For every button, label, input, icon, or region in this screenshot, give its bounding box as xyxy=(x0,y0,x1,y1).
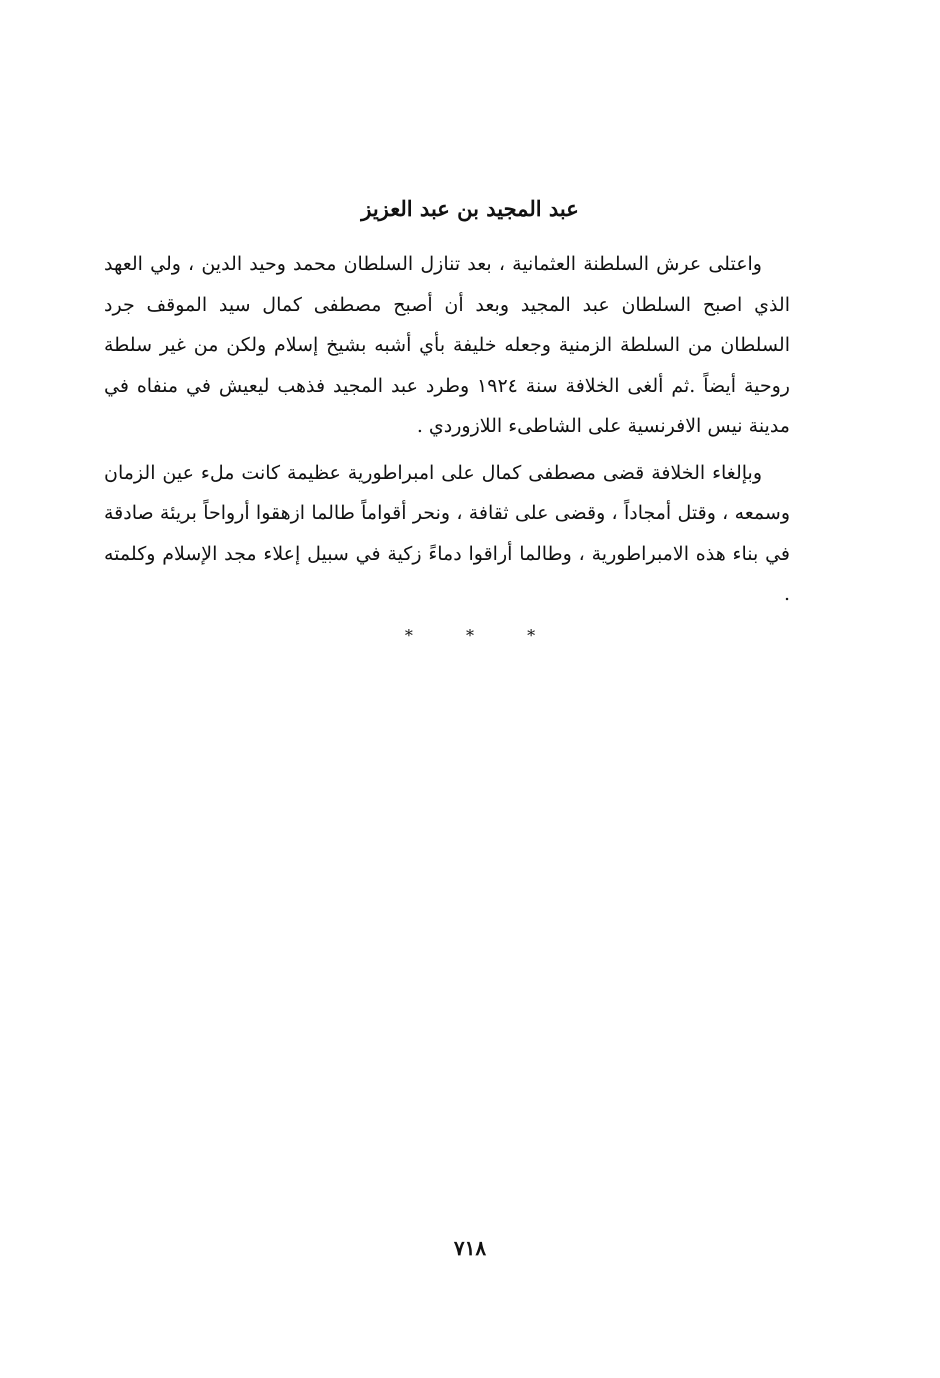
paragraph-1: واعتلى عرش السلطنة العثمانية ، بعد تنازل السلطان محمد وحيد الدين ، ولي العهد الذي اصبح السلطان عبد المجيد وبعد أن أصبح مصطفى كمال سيد الموقف جرد السلطان من السلطة الزمنية وجعله خليفة بأي أشبه بشيخ إسلام ولكن من غير سلطة روحية أيضاً .ثم ألغى الخلافة سنة ١٩٢٤ وطرد عبد المجيد فذهب ليعيش في منفاه في مدينة نيس الافرنسية على الشاطىء اللازوردي . xyxy=(104,253,790,437)
paragraph-2: وبإلغاء الخلافة قضى مصطفى كمال على امبراطورية عظيمة كانت ملء عين الزمان وسمعه ، وقتل أمجاداً ، وقضى على ثقافة ، ونحر أقواماً طالما ازهقوا أرواحاً بريئة صادقة في بناء هذه الامبراطورية ، وطالما أراقوا دماءً زكية في سبيل إعلاء مجد الإسلام وكلمته . xyxy=(104,461,790,605)
separator-star-1: * xyxy=(404,626,413,645)
section-separator xyxy=(0,626,940,645)
body-text xyxy=(104,244,790,615)
separator-star-2: * xyxy=(466,626,474,645)
separator-star-3: * xyxy=(527,626,536,645)
page-number: ٧١٨ xyxy=(453,1236,487,1260)
section-title: عبد المجيد بن عبد العزيز xyxy=(361,196,579,221)
